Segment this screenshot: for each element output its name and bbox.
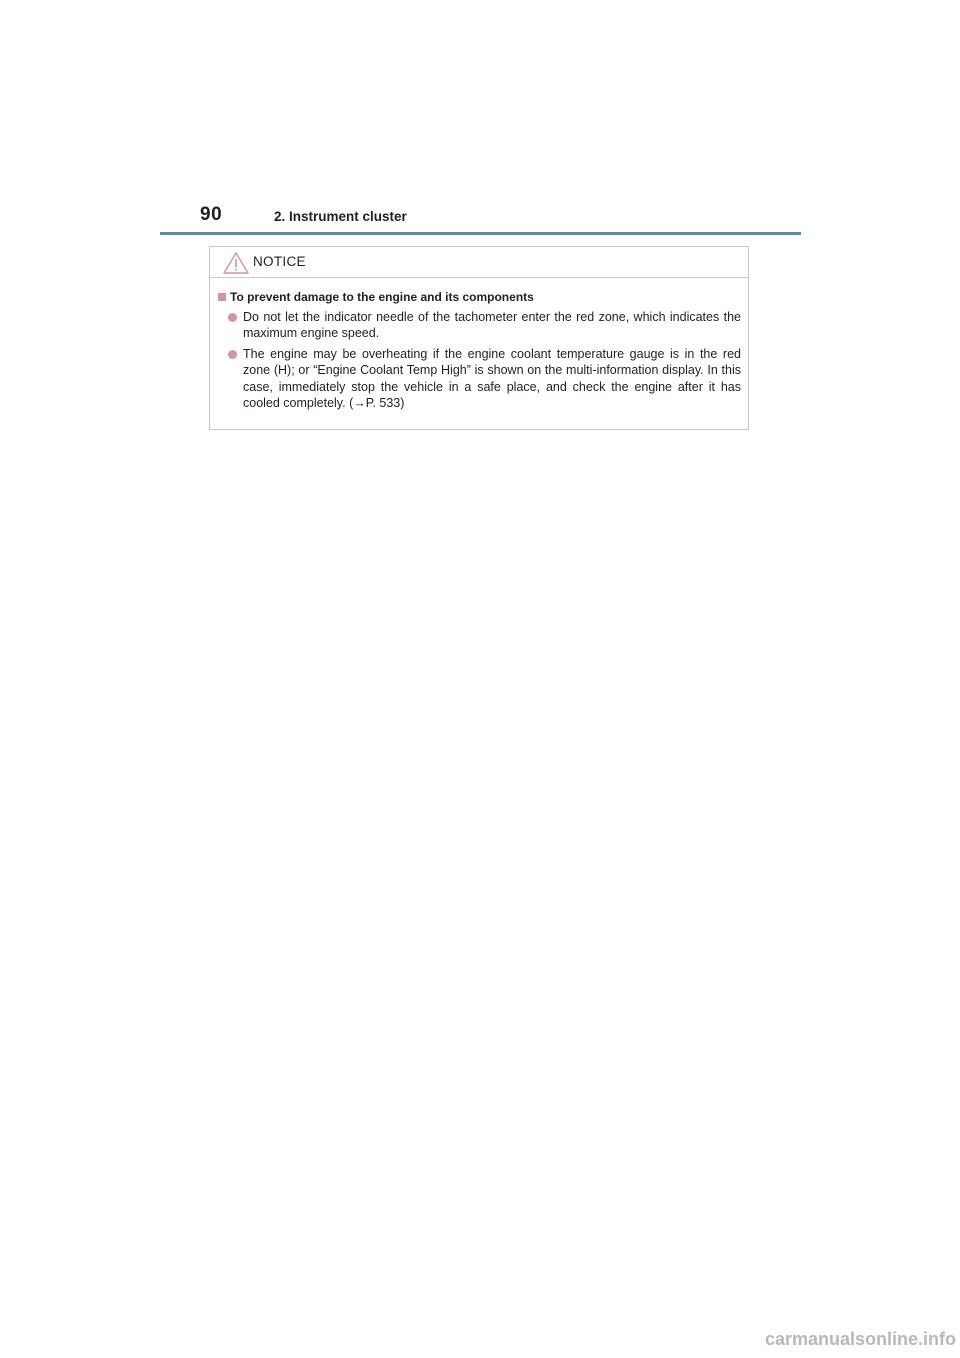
page-number: 90	[200, 204, 223, 225]
notice-subheading	[218, 289, 748, 305]
notice-header	[210, 247, 748, 278]
notice-box	[209, 246, 749, 430]
notice-body	[210, 289, 748, 411]
notice-bullet-text: The engine may be overheating if the engine coolant temperature gauge is in the red zone (H); or “Engine Coolant Temp High” is shown on the multi-information display. In this case, immediately stop the vehicle in a safe place, and check the engine after it has cooled completely. (→P. 533)	[243, 346, 741, 411]
warning-triangle-icon	[223, 252, 249, 274]
notice-bullet-text: Do not let the indicator needle of the tachometer enter the red zone, which indicates the maximum engine speed.	[243, 310, 741, 341]
page-header	[160, 200, 801, 236]
square-bullet-icon	[218, 293, 226, 301]
section-title: 2. Instrument cluster	[274, 209, 407, 224]
notice-label: NOTICE	[253, 254, 306, 269]
notice-bullet	[243, 346, 741, 412]
header-rule	[160, 232, 801, 235]
round-bullet-icon	[228, 350, 237, 359]
round-bullet-icon	[228, 313, 237, 322]
notice-bullet	[243, 309, 741, 342]
footer-watermark: carmanualsonline.info	[764, 1329, 956, 1349]
notice-subheading-text: To prevent damage to the engine and its components	[230, 290, 534, 304]
